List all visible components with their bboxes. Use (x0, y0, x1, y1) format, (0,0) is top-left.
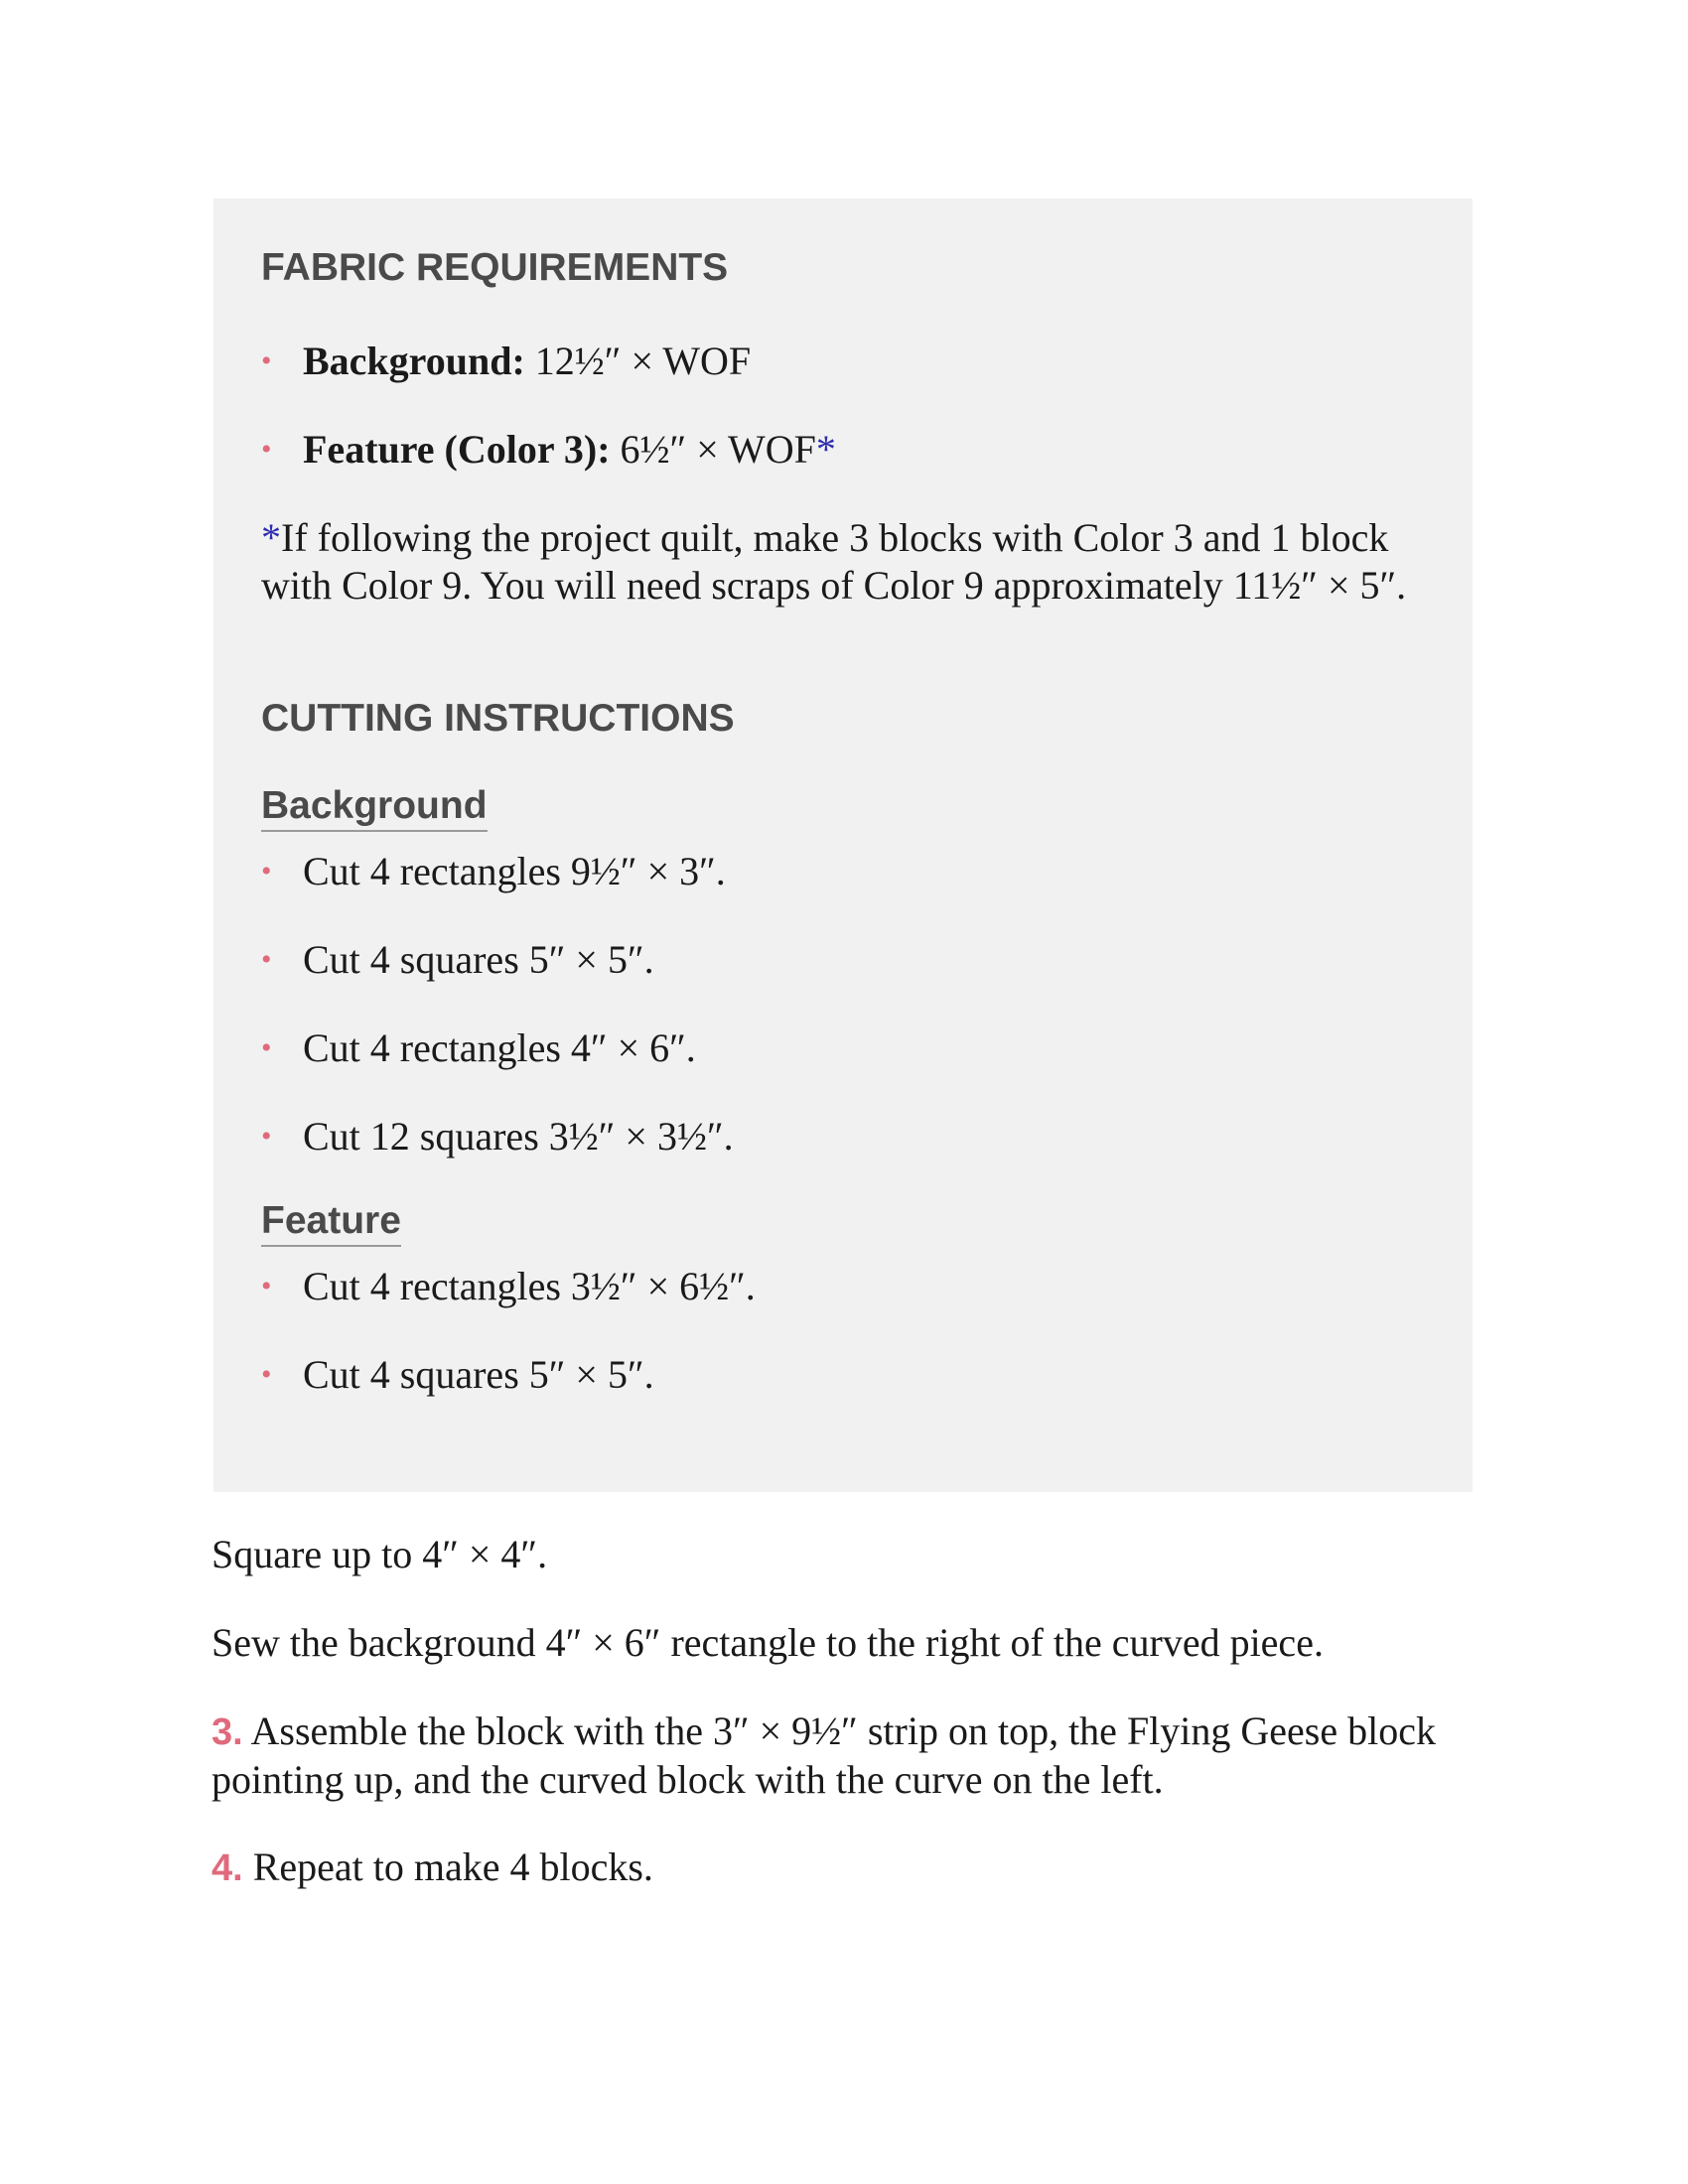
list-item (261, 936, 654, 984)
fabric-requirements-heading: FABRIC REQUIREMENTS (261, 246, 729, 289)
asterisk-mark: * (815, 427, 836, 472)
bullet-icon: • (261, 943, 272, 976)
item-text: Cut 4 squares 5″ × 5″. (303, 937, 654, 982)
list-item (261, 1351, 654, 1399)
asterisk-mark: * (261, 515, 281, 560)
footnote (261, 514, 1443, 610)
requirements-box (213, 199, 1473, 1492)
item-label: Background: (303, 339, 525, 383)
step-3-paragraph (211, 1707, 1473, 1804)
sew-paragraph: Sew the background 4″ × 6″ rectangle to the right of the curved piece. (211, 1620, 1324, 1665)
item-label: Feature (Color 3): (303, 427, 611, 472)
bullet-icon: • (261, 1031, 272, 1064)
square-up-paragraph: Square up to 4″ × 4″. (211, 1532, 548, 1576)
item-text: Cut 4 squares 5″ × 5″. (303, 1352, 654, 1397)
feature-subheading: Feature (261, 1199, 401, 1247)
list-item (261, 1024, 696, 1072)
step-text: Assemble the block with the 3″ × 9½″ strip on top, the Flying Geese block pointing up, and the curved block with the curve on the left. (211, 1708, 1436, 1802)
item-value: 12½″ × WOF (524, 339, 752, 383)
item-text: Cut 4 rectangles 4″ × 6″. (303, 1025, 696, 1070)
bullet-icon: • (261, 855, 272, 887)
item-value: 6½″ × WOF (610, 427, 816, 472)
step-text: Repeat to make 4 blocks. (242, 1844, 653, 1889)
list-item (261, 426, 836, 474)
item-text: Cut 4 rectangles 9½″ × 3″. (303, 849, 726, 893)
list-item (261, 1263, 756, 1310)
step-4-paragraph (211, 1843, 1473, 1892)
footnote-text: If following the project quilt, make 3 blocks with Color 3 and 1 block with Color 9. You will need scraps of Color 9 approximately 11½″ × 5″. (261, 515, 1407, 608)
list-item (261, 848, 726, 895)
bullet-icon: • (261, 1120, 272, 1153)
list-item (261, 338, 751, 385)
bullet-icon: • (261, 433, 272, 466)
background-subheading: Background (261, 784, 488, 832)
list-item (261, 1113, 734, 1160)
bullet-icon: • (261, 1358, 272, 1391)
step-number: 3. (211, 1711, 243, 1753)
step-number: 4. (211, 1847, 243, 1889)
bullet-icon: • (261, 344, 272, 377)
item-text: Cut 12 squares 3½″ × 3½″. (303, 1114, 734, 1159)
item-text: Cut 4 rectangles 3½″ × 6½″. (303, 1264, 756, 1308)
cutting-instructions-heading: CUTTING INSTRUCTIONS (261, 697, 735, 740)
bullet-icon: • (261, 1270, 272, 1302)
